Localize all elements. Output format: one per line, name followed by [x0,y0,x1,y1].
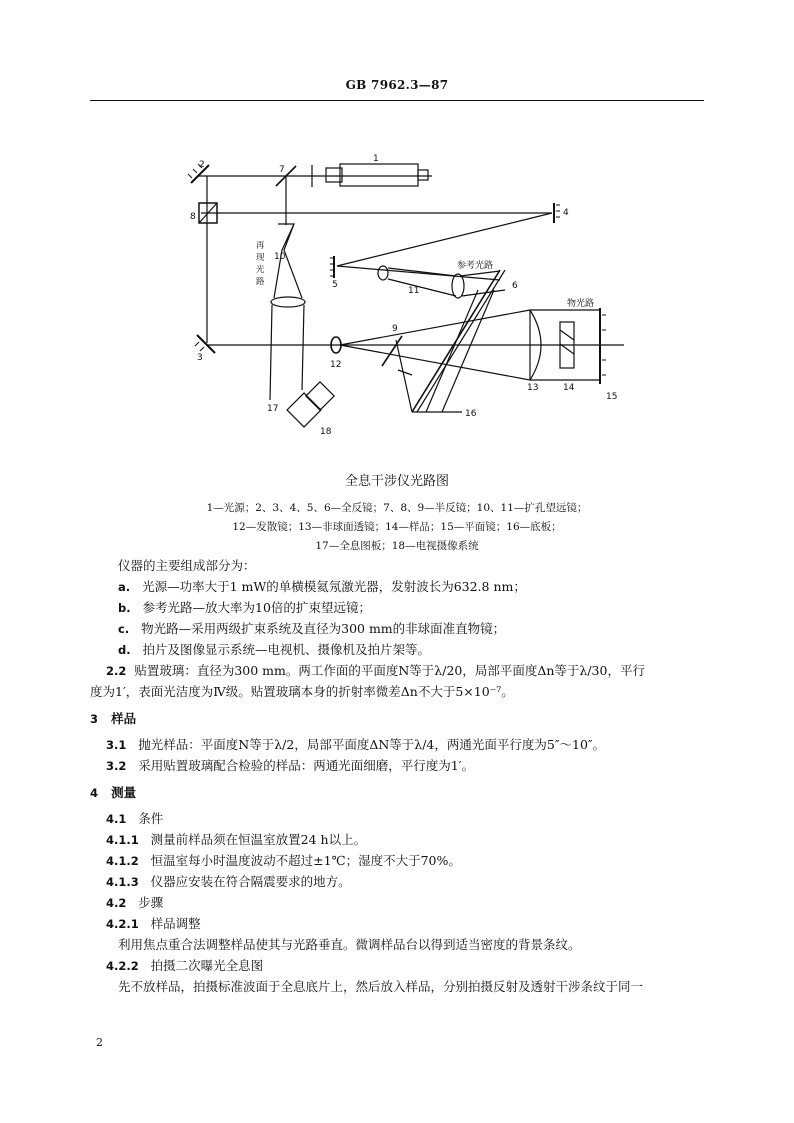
section-3-2 [106,756,474,774]
label-10: 10 [274,252,286,262]
section-2-2-line-1 [106,661,645,679]
mirror-3 [197,335,215,353]
section-number: 3.2 [106,759,127,773]
section-4-2-2 [106,956,263,974]
section-title: 样品调整 [150,916,201,931]
telescope-11 [378,266,388,280]
label-12: 12 [330,360,342,370]
section-number: 4.2 [106,896,127,910]
section-title: 条件 [138,811,164,826]
section-4-1-3 [106,872,351,890]
label-15: 15 [606,392,618,402]
section-number: 4.2.1 [106,917,139,931]
section-4-1-2 [106,851,461,869]
figure-title: 全息干涉仪光路图 [344,474,449,489]
tv-camera-18 [287,393,321,427]
list-item-label: c. [118,622,130,636]
label-object-path: 物光路 [567,299,595,309]
figure-legend-line-2: 12—发散镜；13—非球面透镜；14—样品；15—平面镜；16—底板； [232,521,562,533]
section-text: 测量前样品须在恒温室放置24 h以上。 [150,832,367,847]
label-1: 1 [373,154,379,164]
section-number: 4.1 [106,812,127,826]
label-13: 13 [527,383,539,393]
section-text: 采用贴置玻璃配合检验的样品：两通光面细磨，平行度为1′。 [138,758,475,773]
label-18: 18 [320,427,332,437]
section-4-heading [90,783,136,801]
section-4-2-2-text: 先不放样品，拍摄标准波面于全息底片上，然后放入样品，分别拍摄反射及透射干涉条纹于同一 [118,979,644,994]
list-item [118,598,371,616]
section-4-2-1 [106,914,201,932]
label-17: 17 [267,404,279,414]
label-7: 7 [279,165,285,175]
section-4-2 [106,893,163,911]
list-item-label: d. [118,643,131,657]
section-4-2-1-text: 利用焦点重合法调整样品使其与光路垂直。微调样品台以得到适当密度的背景条纹。 [118,937,581,952]
section-text: 仪器应安装在符合隔震要求的地方。 [150,874,351,889]
label-11: 11 [408,286,420,296]
section-4-1-1 [106,830,366,848]
section-3-heading [90,709,136,727]
list-item-text: 光源—功率大于1 mW的单横模氦氖激光器，发射波长为632.8 nm； [142,579,526,594]
label-16: 16 [465,409,477,419]
section-number: 4.1.3 [106,875,139,889]
label-6: 6 [512,281,518,291]
section-title: 样品 [111,711,137,726]
section-3-1 [106,735,605,753]
section-text: 恒温室每小时温度波动不超过±1℃；湿度不大于70%。 [150,853,461,868]
list-item-text: 拍片及图像显示系统—电视机、摄像机及拍片架等。 [142,642,431,657]
list-item-text: 参考光路—放大率为10倍的扩束望远镜； [142,600,371,615]
label-2: 2 [199,160,205,170]
section-title: 测量 [111,785,137,800]
list-item-label: b. [118,601,131,615]
page-header: GB 7962.3—87 [345,78,449,92]
intro-text: 仪器的主要组成部分为： [118,558,256,573]
section-number: 2.2 [106,664,127,678]
label-reconstruct-path: 再现光路 [256,241,265,287]
section-number: 3.1 [106,738,127,752]
section-text: 抛光样品：平面度N等于λ/2，局部平面度ΔN等于λ/4，两通光面平行度为5″～10″。 [138,737,606,752]
label-4: 4 [563,208,569,218]
label-3: 3 [197,353,203,363]
optical-path-diagram [0,140,794,460]
section-title: 步骤 [138,895,164,910]
label-14: 14 [563,383,575,393]
label-9: 9 [392,324,398,334]
list-item [118,640,430,658]
label-8: 8 [190,212,196,222]
label-reference-path: 参考光路 [457,261,494,271]
section-4-1 [106,809,163,827]
section-number: 3 [90,712,99,726]
section-title: 拍摄二次曝光全息图 [150,958,264,973]
header-rule [90,100,704,101]
section-number: 4.1.1 [106,833,139,847]
section-number: 4.1.2 [106,854,139,868]
section-text: 贴置玻璃：直径为300 mm。两工作面的平面度N等于λ/20，局部平面度Δn等于λ/30，平行 [134,663,645,678]
figure-legend-line-3: 17—全息图板；18—电视摄像系统 [315,540,479,552]
page-number: 2 [96,1036,103,1049]
light-source [340,164,418,186]
list-item [118,577,526,595]
figure-legend-line-1: 1—光源；2、3、4、5、6—全反镜；7、8、9—半反镜；10、11—扩孔望远镜； [206,502,588,514]
list-item [118,619,505,637]
list-item-label: a. [118,580,131,594]
label-5: 5 [332,280,338,290]
section-2-2-line-2: 度为1′，表面光洁度为Ⅳ级。贴置玻璃本身的折射率微差Δn不大于5×10⁻⁷。 [90,684,514,699]
beam-to-mirror5 [337,213,552,266]
section-number: 4 [90,786,99,800]
section-number: 4.2.2 [106,959,139,973]
list-item-text: 物光路—采用两级扩束系统及直径为300 mm的非球面准直物镜； [141,621,506,636]
